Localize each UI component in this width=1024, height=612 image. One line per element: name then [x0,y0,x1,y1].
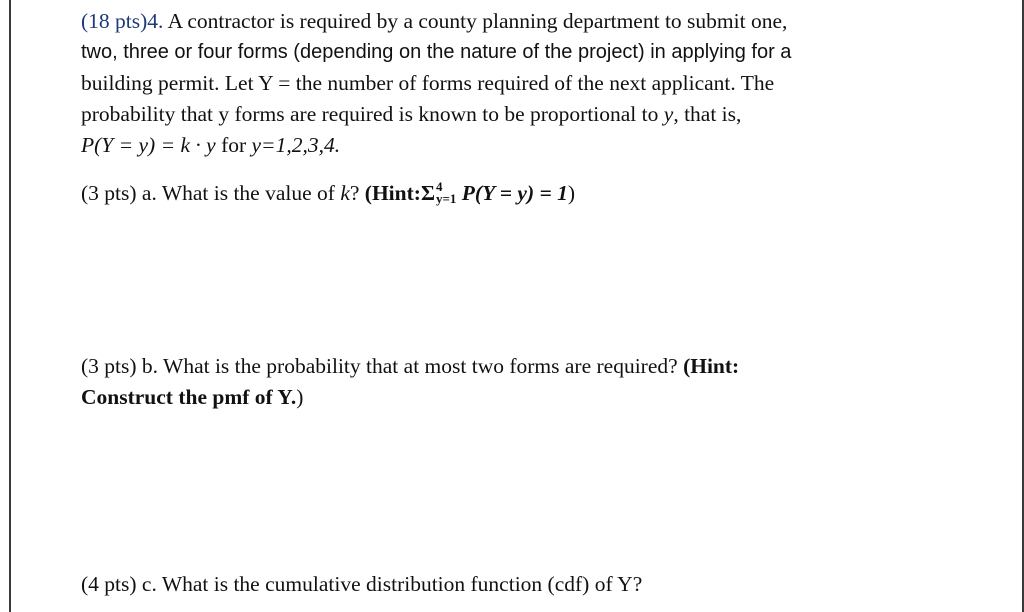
question-a-var-k: k [340,181,350,205]
problem-statement [81,6,981,161]
statement-var-y: y [663,102,674,126]
formula-range: y=1,2,3,4. [251,133,341,157]
question-b [81,351,739,413]
question-a-text: (3 pts) a. What is the value of [81,181,341,205]
problem-document [81,6,981,596]
statement-line-4-text-a: probability that y forms are required is known to be proportional to [81,102,664,126]
summation-symbol: Σ [420,181,435,205]
question-a-hint-open: (Hint: [364,181,421,205]
question-b-line-1 [81,351,739,382]
question-a [81,178,575,209]
left-border-line [9,0,11,612]
question-b-hint-close: ) [296,385,304,409]
question-a-hint-close: ) [567,181,576,205]
question-c [81,569,642,600]
question-b-line-2 [81,382,739,413]
question-a-hint-expression: P(Y = y) = 1 [456,181,568,205]
question-b-hint-text: Construct the pmf of Y. [81,385,297,409]
summation [421,178,456,209]
statement-line-5 [81,130,981,161]
statement-line-3: building permit. Let Y = the number of forms required of the next applicant. The [81,71,775,95]
question-a-qmark: ? [349,181,365,205]
statement-line-1-text: A contractor is required by a county planning department to submit one, [163,9,788,33]
statement-line-4 [81,99,981,130]
statement-line-4-text-b: , that is, [673,102,742,126]
question-a-line [81,178,575,209]
question-b-hint-open: (Hint: [683,354,740,378]
statement-line-2: two, three or four forms (depending on the nature of the project) in applying for a [81,41,792,63]
pmf-formula: P(Y = y) = k · y [81,133,216,157]
formula-for-word: for [215,133,252,157]
problem-points: (18 pts)4. [81,9,164,33]
summation-lower-limit: y=1 [436,191,457,207]
question-c-text: (4 pts) c. What is the cumulative distribution function (cdf) of Y? [81,572,643,596]
summation-limits [436,181,456,205]
summation-upper-limit: 4 [436,179,443,195]
statement-line-1 [81,6,981,37]
question-b-text: (3 pts) b. What is the probability that at most two forms are required? [81,354,684,378]
